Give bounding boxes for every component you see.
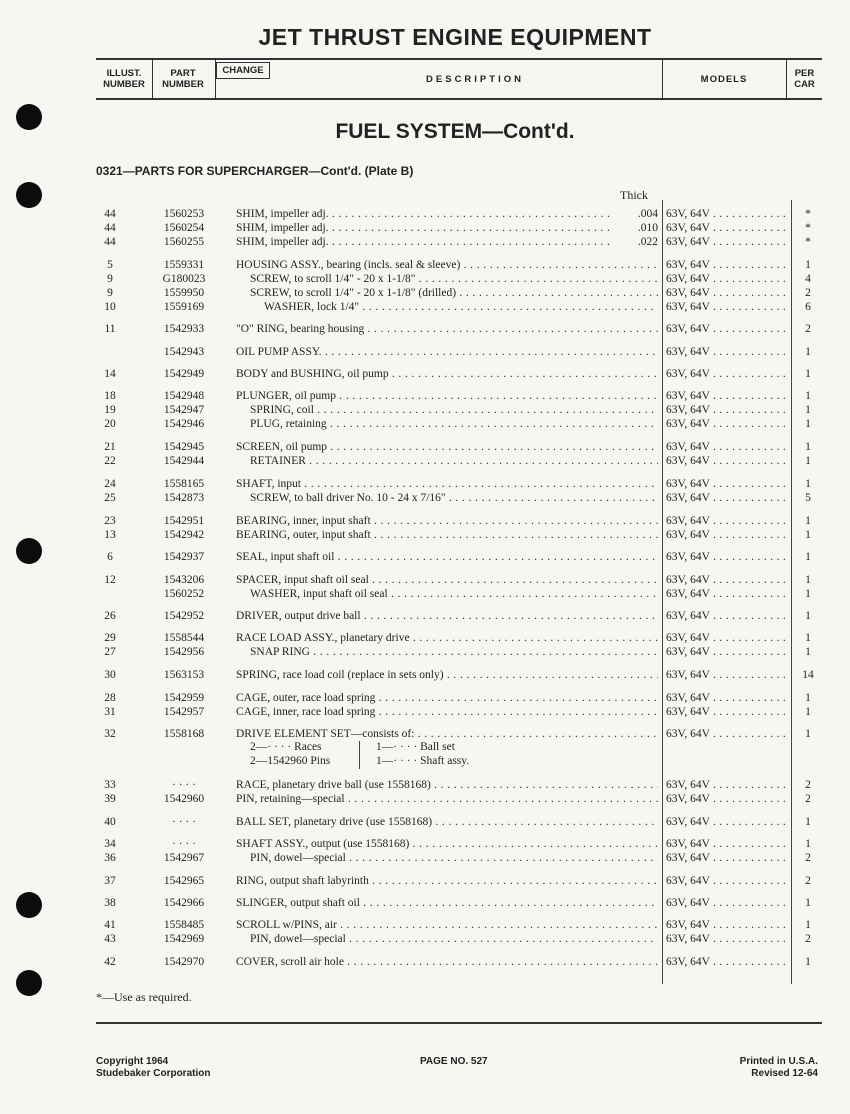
per-car-qty: 1 (805, 956, 811, 968)
part-description: SCREW, to scroll 1/4" - 20 x 1-1/8" . . . (250, 272, 658, 286)
models-value: 63V, 64V . . . (666, 778, 790, 792)
table-row (0, 668, 850, 682)
part-description: SNAP RING . . . (250, 645, 658, 659)
footer-revised: Revised 12-64 (751, 1068, 818, 1079)
table-row (0, 258, 850, 272)
models-value: 63V, 64V . . . (666, 477, 790, 491)
part-description: SCROLL w/PINS, air . . . (236, 918, 658, 932)
per-car-qty: 1 (805, 692, 811, 704)
table-row (0, 345, 850, 359)
part-number: 1543206 (163, 574, 205, 586)
illus-number: 11 (104, 323, 116, 335)
footer-copyright: Copyright 1964 (96, 1056, 169, 1067)
table-row (0, 322, 850, 336)
per-car-qty: 14 (802, 669, 814, 681)
models-value: 63V, 64V . . . (666, 258, 790, 272)
table-row (0, 207, 850, 221)
models-value: 63V, 64V . . . (666, 403, 790, 417)
illus-number: 32 (104, 728, 116, 740)
part-number: 1542956 (163, 646, 205, 658)
models-value: 63V, 64V . . . (666, 221, 790, 235)
per-car-qty: 1 (805, 455, 811, 467)
drive-set-right-2: 1—· · · · Shaft assy. (376, 755, 470, 767)
part-number: 1542965 (163, 875, 205, 887)
illus-number: 42 (104, 956, 116, 968)
footer-rule (96, 1022, 822, 1024)
part-number: · · · · (172, 779, 196, 791)
illus-number: 23 (104, 515, 116, 527)
table-row (0, 440, 850, 454)
illus-number: 41 (104, 919, 116, 931)
part-description: BODY and BUSHING, oil pump . . . (236, 367, 658, 381)
illus-number: 19 (104, 404, 116, 416)
col-models: MODELS (700, 73, 748, 85)
illus-number: 20 (104, 418, 116, 430)
models-value: 63V, 64V . . . (666, 918, 790, 932)
illus-number: 37 (104, 875, 116, 887)
col-part-number: PART NUMBER (162, 68, 204, 90)
part-description: BEARING, outer, input shaft . . . (236, 528, 658, 542)
illus-number: 33 (104, 779, 116, 791)
models-value: 63V, 64V . . . (666, 792, 790, 806)
models-value: 63V, 64V . . . (666, 235, 790, 249)
binder-hole-2 (16, 182, 42, 208)
part-number: 1559169 (163, 301, 205, 313)
drive-set-left-2: 2—1542960 Pins (250, 755, 331, 767)
part-description: SEAL, input shaft oil . . . (236, 550, 658, 564)
models-value: 63V, 64V . . . (666, 727, 790, 741)
table-row (0, 286, 850, 300)
part-description: SPACER, input shaft oil seal . . . (236, 573, 658, 587)
per-car-qty: 1 (805, 368, 811, 380)
footer-right (700, 1056, 818, 1080)
illus-number: 28 (104, 692, 116, 704)
table-row (0, 454, 850, 468)
part-number: 1559331 (163, 259, 205, 271)
part-description: CAGE, outer, race load spring . . . (236, 691, 658, 705)
per-car-qty: 1 (805, 551, 811, 563)
part-description: RING, output shaft labyrinth . . . (236, 874, 658, 888)
part-number: 1558168 (163, 728, 205, 740)
illus-number: 39 (104, 793, 116, 805)
part-description: WASHER, lock 1/4" . . . (264, 300, 658, 314)
per-car-qty: 4 (805, 273, 811, 285)
part-description: SHIM, impeller adj. . . . (236, 207, 612, 221)
models-value: 63V, 64V . . . (666, 491, 790, 505)
part-description: PIN, dowel—special . . . (250, 932, 658, 946)
models-value: 63V, 64V . . . (666, 896, 790, 910)
models-value: 63V, 64V . . . (666, 609, 790, 623)
table-row (0, 300, 850, 314)
models-value: 63V, 64V . . . (666, 207, 790, 221)
column-header-bar (96, 58, 822, 100)
drive-set-right-1: 1—· · · · Ball set (376, 741, 455, 753)
table-row (0, 792, 850, 806)
part-description: RACE, planetary drive ball (use 1558168) . . . (236, 778, 658, 792)
per-car-qty: 1 (805, 588, 811, 600)
part-description: SHAFT ASSY., output (use 1558168) . . . (236, 837, 658, 851)
part-number: 1558165 (163, 478, 205, 490)
part-description: SCREW, to ball driver No. 10 - 24 x 7/16" . . . (250, 491, 658, 505)
illus-number: 31 (104, 706, 116, 718)
models-value: 63V, 64V . . . (666, 851, 790, 865)
part-number: 1542946 (163, 418, 205, 430)
per-car-qty: 6 (805, 301, 811, 313)
table-row (0, 514, 850, 528)
col-change: CHANGE (216, 62, 270, 79)
part-description: HOUSING ASSY., bearing (incls. seal & sleeve) . . . (236, 258, 658, 272)
illus-number: 38 (104, 897, 116, 909)
models-value: 63V, 64V . . . (666, 528, 790, 542)
part-number: 1542944 (163, 455, 205, 467)
per-car-qty: 1 (805, 478, 811, 490)
drive-set-left-1: 2—· · · · Races (250, 741, 322, 753)
models-value: 63V, 64V . . . (666, 691, 790, 705)
part-number: 1542957 (163, 706, 205, 718)
part-number: 1542959 (163, 692, 205, 704)
part-description: SHIM, impeller adj. . . . (236, 235, 612, 249)
illus-number: 25 (104, 492, 116, 504)
part-number: 1542952 (163, 610, 205, 622)
part-number: 1542943 (163, 346, 205, 358)
illus-number: 6 (107, 551, 113, 563)
table-row (0, 918, 850, 932)
table-row (0, 573, 850, 587)
table-row (0, 727, 850, 741)
illus-number: 34 (104, 838, 116, 850)
part-number: 1542948 (163, 390, 205, 402)
table-row (0, 403, 850, 417)
table-row (0, 491, 850, 505)
models-value: 63V, 64V . . . (666, 815, 790, 829)
models-value: 63V, 64V . . . (666, 514, 790, 528)
part-description: PIN, retaining—special . . . (236, 792, 658, 806)
part-number: 1542949 (163, 368, 205, 380)
col-description: DESCRIPTION (426, 73, 524, 85)
models-value: 63V, 64V . . . (666, 389, 790, 403)
models-value: 63V, 64V . . . (666, 286, 790, 300)
models-value: 63V, 64V . . . (666, 440, 790, 454)
part-number: 1542933 (163, 323, 205, 335)
part-description: OIL PUMP ASSY. . . . (236, 345, 658, 359)
models-value: 63V, 64V . . . (666, 874, 790, 888)
table-row (0, 272, 850, 286)
per-car-qty: 2 (805, 875, 811, 887)
illus-number: 14 (104, 368, 116, 380)
models-value: 63V, 64V . . . (666, 272, 790, 286)
models-value: 63V, 64V . . . (666, 454, 790, 468)
illus-number: 44 (104, 236, 116, 248)
table-row (0, 609, 850, 623)
group-subheading: 0321—PARTS FOR SUPERCHARGER—Cont'd. (Plate B) (96, 164, 414, 178)
footer-corporation: Studebaker Corporation (96, 1068, 211, 1079)
binder-hole-5 (16, 970, 42, 996)
models-value: 63V, 64V . . . (666, 955, 790, 969)
models-value: 63V, 64V . . . (666, 645, 790, 659)
part-number: 1542942 (163, 529, 205, 541)
part-description: CAGE, inner, race load spring . . . (236, 705, 658, 719)
illus-number: 12 (104, 574, 116, 586)
per-car-qty: 1 (805, 418, 811, 430)
models-value: 63V, 64V . . . (666, 668, 790, 682)
illus-number: 5 (107, 259, 113, 271)
part-number: 1542967 (163, 852, 205, 864)
per-car-qty: 2 (805, 287, 811, 299)
per-car-qty: 2 (805, 793, 811, 805)
part-description: PIN, dowel—special . . . (250, 851, 658, 865)
table-row (0, 528, 850, 542)
table-row (0, 955, 850, 969)
models-value: 63V, 64V . . . (666, 837, 790, 851)
part-description: SPRING, race load coil (replace in sets only) . . . (236, 668, 658, 682)
shim-thickness: .010 (610, 221, 658, 235)
part-description: BALL SET, planetary drive (use 1558168) . . . (236, 815, 658, 829)
part-description: COVER, scroll air hole . . . (236, 955, 658, 969)
table-row (0, 631, 850, 645)
illus-number: 9 (107, 287, 113, 299)
per-car-qty: 1 (805, 574, 811, 586)
illus-number: 18 (104, 390, 116, 402)
table-row (0, 874, 850, 888)
table-row (0, 550, 850, 564)
illus-number: 22 (104, 455, 116, 467)
part-description: WASHER, input shaft oil seal . . . (250, 587, 658, 601)
part-description: RETAINER . . . (250, 454, 658, 468)
part-description: DRIVER, output drive ball . . . (236, 609, 658, 623)
table-row (0, 896, 850, 910)
col-per-car: PER CAR (794, 68, 815, 90)
illus-number: 24 (104, 478, 116, 490)
per-car-qty: 1 (805, 897, 811, 909)
models-value: 63V, 64V . . . (666, 300, 790, 314)
per-car-qty: 1 (805, 441, 811, 453)
part-number: 1542960 (163, 793, 205, 805)
per-car-qty: 1 (805, 706, 811, 718)
part-number: 1542966 (163, 897, 205, 909)
table-row (0, 221, 850, 235)
part-number: 1558544 (163, 632, 205, 644)
per-car-qty: * (805, 222, 811, 234)
part-number: 1542969 (163, 933, 205, 945)
per-car-qty: 1 (805, 919, 811, 931)
table-row (0, 477, 850, 491)
page-title: JET THRUST ENGINE EQUIPMENT (258, 24, 652, 50)
illus-number: 43 (104, 933, 116, 945)
models-value: 63V, 64V . . . (666, 345, 790, 359)
per-car-qty: 1 (805, 390, 811, 402)
per-car-qty: 1 (805, 259, 811, 271)
table-row (0, 932, 850, 946)
part-description: DRIVE ELEMENT SET—consists of: . . . (236, 727, 658, 741)
part-number: 1542945 (163, 441, 205, 453)
part-number: G180023 (162, 273, 206, 285)
per-car-qty: 1 (805, 529, 811, 541)
per-car-qty: 1 (805, 346, 811, 358)
illus-number: 30 (104, 669, 116, 681)
part-number: 1560254 (163, 222, 205, 234)
shim-thickness: .004 (610, 207, 658, 221)
per-car-qty: * (805, 208, 811, 220)
per-car-qty: 1 (805, 515, 811, 527)
part-description: "O" RING, bearing housing . . . (236, 322, 658, 336)
per-car-qty: * (805, 236, 811, 248)
table-row (0, 778, 850, 792)
per-car-qty: 2 (805, 933, 811, 945)
illus-number: 10 (104, 301, 116, 313)
illus-number: 21 (104, 441, 116, 453)
table-row (0, 235, 850, 249)
footer-printed: Printed in U.S.A. (739, 1056, 818, 1067)
part-description: SHIM, impeller adj. . . . (236, 221, 612, 235)
col-illus-number: ILLUST. NUMBER (103, 68, 145, 90)
illus-number: 27 (104, 646, 116, 658)
drive-set-divider (359, 741, 360, 769)
part-description: PLUG, retaining . . . (250, 417, 658, 431)
table-row (0, 851, 850, 865)
per-car-qty: 1 (805, 404, 811, 416)
models-value: 63V, 64V . . . (666, 322, 790, 336)
table-row (0, 389, 850, 403)
illus-number: 40 (104, 816, 116, 828)
table-row (0, 645, 850, 659)
shim-thickness: .022 (610, 235, 658, 249)
per-car-qty: 2 (805, 779, 811, 791)
models-value: 63V, 64V . . . (666, 705, 790, 719)
table-row (0, 691, 850, 705)
illus-number: 44 (104, 208, 116, 220)
per-car-qty: 5 (805, 492, 811, 504)
section-title: FUEL SYSTEM—Cont'd. (335, 120, 575, 143)
per-car-qty: 2 (805, 852, 811, 864)
table-row (0, 367, 850, 381)
part-description: SCREEN, oil pump . . . (236, 440, 658, 454)
per-car-qty: 1 (805, 610, 811, 622)
models-value: 63V, 64V . . . (666, 587, 790, 601)
part-number: 1542970 (163, 956, 205, 968)
models-value: 63V, 64V . . . (666, 631, 790, 645)
part-description: SPRING, coil . . . (250, 403, 658, 417)
part-description: BEARING, inner, input shaft . . . (236, 514, 658, 528)
table-row (0, 815, 850, 829)
footer-page-number: PAGE NO. 527 (420, 1056, 488, 1067)
part-number: 1542947 (163, 404, 205, 416)
illus-number: 36 (104, 852, 116, 864)
illus-number: 44 (104, 222, 116, 234)
table-row (0, 705, 850, 719)
per-car-qty: 1 (805, 728, 811, 740)
per-car-qty: 1 (805, 838, 811, 850)
part-description: SHAFT, input . . . (236, 477, 658, 491)
part-number: 1542873 (163, 492, 205, 504)
thick-label: Thick (620, 188, 648, 202)
part-number: 1560255 (163, 236, 205, 248)
table-row (0, 837, 850, 851)
part-number: · · · · (172, 838, 196, 850)
table-row (0, 417, 850, 431)
part-number: 1560252 (163, 588, 205, 600)
part-description: SLINGER, output shaft oil . . . (236, 896, 658, 910)
illus-number: 26 (104, 610, 116, 622)
part-number: 1559950 (163, 287, 205, 299)
per-car-qty: 1 (805, 646, 811, 658)
part-number: 1563153 (163, 669, 205, 681)
models-value: 63V, 64V . . . (666, 550, 790, 564)
part-description: SCREW, to scroll 1/4" - 20 x 1-1/8" (drilled) . . . (250, 286, 658, 300)
part-number: 1542937 (163, 551, 205, 563)
part-number: 1560253 (163, 208, 205, 220)
footer-left (96, 1056, 210, 1080)
part-description: RACE LOAD ASSY., planetary drive . . . (236, 631, 658, 645)
per-car-qty: 1 (805, 632, 811, 644)
part-description: PLUNGER, oil pump . . . (236, 389, 658, 403)
models-value: 63V, 64V . . . (666, 367, 790, 381)
part-number: 1558485 (163, 919, 205, 931)
part-number: 1542951 (163, 515, 205, 527)
models-value: 63V, 64V . . . (666, 932, 790, 946)
models-value: 63V, 64V . . . (666, 417, 790, 431)
table-row (0, 587, 850, 601)
per-car-qty: 1 (805, 816, 811, 828)
per-car-qty: 2 (805, 323, 811, 335)
models-value: 63V, 64V . . . (666, 573, 790, 587)
illus-number: 13 (104, 529, 116, 541)
footnote: *—Use as required. (96, 990, 192, 1004)
part-number: · · · · (172, 816, 196, 828)
illus-number: 29 (104, 632, 116, 644)
illus-number: 9 (107, 273, 113, 285)
